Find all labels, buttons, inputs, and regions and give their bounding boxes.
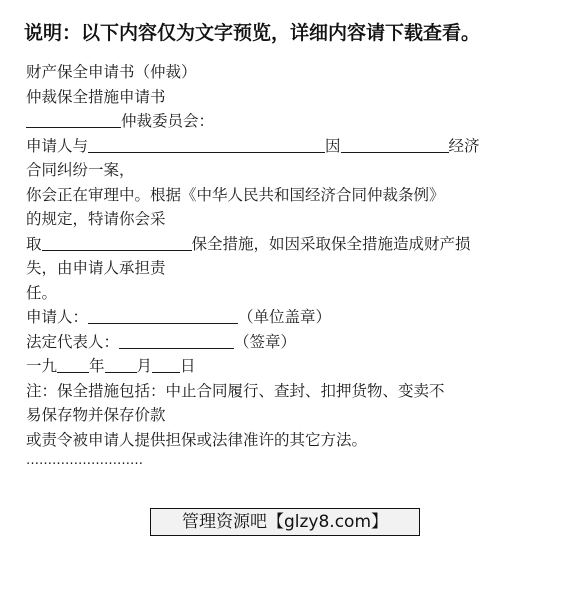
rep-line [26, 330, 546, 355]
date-year: 年 [89, 357, 105, 375]
measure-blank [42, 234, 192, 251]
day-blank [152, 356, 180, 373]
body-line-5 [26, 232, 546, 257]
committee-suffix: 仲裁委员会： [121, 112, 215, 130]
body-line-2: 合同纠纷一案， [26, 161, 135, 179]
rep-blank [119, 332, 234, 349]
committee-name-blank [26, 111, 121, 128]
body5-suffix: 保全措施，如因采取保全措施造成财产损 [191, 234, 471, 253]
note-line-1: 注：保全措施包括：中止合同履行、查封、扣押货物、变卖不 [26, 381, 445, 400]
document-body [26, 60, 546, 470]
month-blank [105, 356, 137, 373]
date-line [26, 354, 546, 379]
body-line-7: 任。 [26, 283, 58, 302]
applicant-line [26, 305, 546, 330]
ellipsis-dots: ……………………… [26, 453, 143, 468]
year-blank [57, 356, 89, 373]
party2-blank [341, 136, 449, 153]
party1-blank [88, 136, 325, 153]
body1-mid: 因 [325, 136, 341, 155]
body-line-3: 你会正在审理中。根据《中华人民共和国经济合同仲裁条例》 [26, 185, 445, 204]
note-line-3: 或责令被申请人提供担保或法律准许的其它方法。 [26, 430, 368, 449]
preview-notice: 说明：以下内容仅为文字预览，详细内容请下载查看。 [24, 22, 481, 44]
body-line-1 [26, 134, 546, 159]
download-source-button[interactable]: 管理资源吧【glzy8.com】 [150, 508, 420, 536]
date-day: 日 [180, 357, 196, 375]
body-line-6: 失，由申请人承担责 [26, 259, 166, 277]
applicant-blank [88, 307, 238, 324]
body1-suffix: 经济 [448, 136, 480, 155]
applicant-note: （单位盖章） [238, 308, 332, 326]
body5-prefix: 取 [26, 234, 42, 253]
rep-note: （签章） [234, 332, 297, 351]
body1-prefix: 申请人与 [26, 136, 89, 155]
document-subtitle: 仲裁保全措施申请书 [26, 87, 166, 106]
date-month: 月 [136, 357, 153, 375]
document-title: 财产保全申请书（仲裁） [26, 63, 197, 81]
date-prefix: 一九 [26, 357, 58, 375]
note-line-2: 易保存物并保存价款 [26, 406, 166, 424]
applicant-label: 申请人： [26, 308, 89, 326]
rep-label: 法定代表人： [26, 332, 120, 351]
body-line-4: 的规定，特请你会采 [26, 210, 166, 228]
addressee-line [26, 109, 546, 134]
